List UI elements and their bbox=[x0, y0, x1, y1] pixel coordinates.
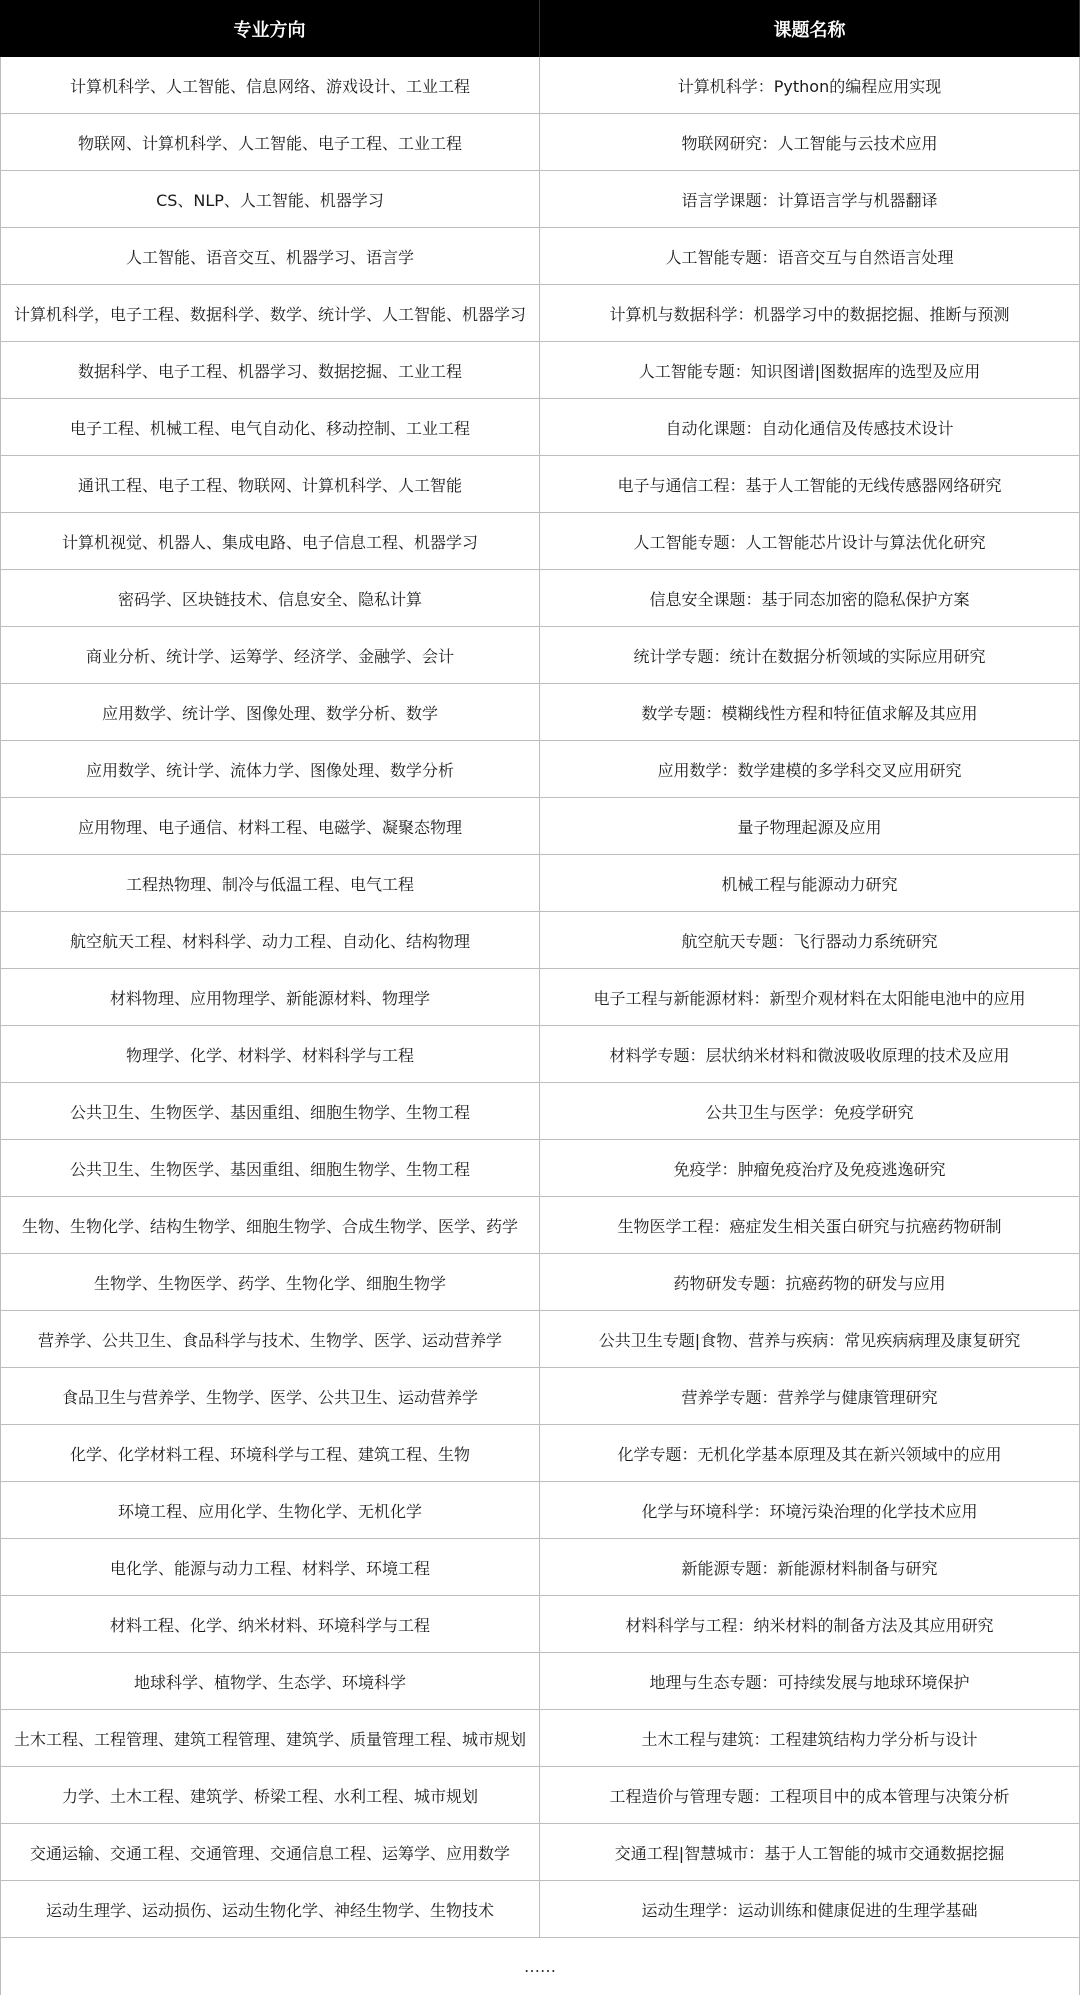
major-direction-cell: 公共卫生、生物医学、基因重组、细胞生物学、生物工程 bbox=[0, 1083, 540, 1139]
topic-name-cell: 电子与通信工程：基于人工智能的无线传感器网络研究 bbox=[540, 456, 1080, 512]
table-row bbox=[0, 1368, 1080, 1425]
topic-name-cell: 机械工程与能源动力研究 bbox=[540, 855, 1080, 911]
topic-name-cell: 免疫学：肿瘤免疫治疗及免疫逃逸研究 bbox=[540, 1140, 1080, 1196]
topic-name-cell: 自动化课题：自动化通信及传感技术设计 bbox=[540, 399, 1080, 455]
table-row bbox=[0, 1083, 1080, 1140]
topic-name-cell: 工程造价与管理专题：工程项目中的成本管理与决策分析 bbox=[540, 1767, 1080, 1823]
major-direction-cell: 通讯工程、电子工程、物联网、计算机科学、人工智能 bbox=[0, 456, 540, 512]
table-row bbox=[0, 1311, 1080, 1368]
table-row bbox=[0, 627, 1080, 684]
table-row bbox=[0, 855, 1080, 912]
table-row bbox=[0, 1539, 1080, 1596]
topic-name-cell: 材料学专题：层状纳米材料和微波吸收原理的技术及应用 bbox=[540, 1026, 1080, 1082]
header-topic-name: 课题名称 bbox=[540, 0, 1080, 57]
table-row bbox=[0, 399, 1080, 456]
major-direction-cell: 计算机科学，电子工程、数据科学、数学、统计学、人工智能、机器学习 bbox=[0, 285, 540, 341]
topic-name-cell: 运动生理学：运动训练和健康促进的生理学基础 bbox=[540, 1881, 1080, 1937]
table-row bbox=[0, 1254, 1080, 1311]
major-direction-cell: 化学、化学材料工程、环境科学与工程、建筑工程、生物 bbox=[0, 1425, 540, 1481]
table-row bbox=[0, 1140, 1080, 1197]
topic-name-cell: 人工智能专题：语音交互与自然语言处理 bbox=[540, 228, 1080, 284]
table-body bbox=[0, 57, 1080, 1938]
major-direction-cell: 人工智能、语音交互、机器学习、语言学 bbox=[0, 228, 540, 284]
major-direction-cell: 材料工程、化学、纳米材料、环境科学与工程 bbox=[0, 1596, 540, 1652]
topic-name-cell: 地理与生态专题：可持续发展与地球环境保护 bbox=[540, 1653, 1080, 1709]
topic-name-cell: 电子工程与新能源材料：新型介观材料在太阳能电池中的应用 bbox=[540, 969, 1080, 1025]
topic-name-cell: 公共卫生与医学：免疫学研究 bbox=[540, 1083, 1080, 1139]
major-direction-cell: 生物学、生物医学、药学、生物化学、细胞生物学 bbox=[0, 1254, 540, 1310]
major-direction-cell: 环境工程、应用化学、生物化学、无机化学 bbox=[0, 1482, 540, 1538]
major-direction-cell: 应用物理、电子通信、材料工程、电磁学、凝聚态物理 bbox=[0, 798, 540, 854]
topic-name-cell: 新能源专题：新能源材料制备与研究 bbox=[540, 1539, 1080, 1595]
table-row bbox=[0, 570, 1080, 627]
topic-name-cell: 物联网研究：人工智能与云技术应用 bbox=[540, 114, 1080, 170]
table-row bbox=[0, 1425, 1080, 1482]
major-direction-cell: 应用数学、统计学、流体力学、图像处理、数学分析 bbox=[0, 741, 540, 797]
major-direction-cell: 生物、生物化学、结构生物学、细胞生物学、合成生物学、医学、药学 bbox=[0, 1197, 540, 1253]
table-row bbox=[0, 171, 1080, 228]
table-row bbox=[0, 1197, 1080, 1254]
table-row bbox=[0, 1482, 1080, 1539]
topic-name-cell: 土木工程与建筑：工程建筑结构力学分析与设计 bbox=[540, 1710, 1080, 1766]
major-direction-cell: 材料物理、应用物理学、新能源材料、物理学 bbox=[0, 969, 540, 1025]
topic-name-cell: 数学专题：模糊线性方程和特征值求解及其应用 bbox=[540, 684, 1080, 740]
major-direction-cell: 应用数学、统计学、图像处理、数学分析、数学 bbox=[0, 684, 540, 740]
major-direction-cell: 计算机视觉、机器人、集成电路、电子信息工程、机器学习 bbox=[0, 513, 540, 569]
table-row bbox=[0, 513, 1080, 570]
major-direction-cell: 公共卫生、生物医学、基因重组、细胞生物学、生物工程 bbox=[0, 1140, 540, 1196]
table-row bbox=[0, 456, 1080, 513]
topic-name-cell: 计算机与数据科学：机器学习中的数据挖掘、推断与预测 bbox=[540, 285, 1080, 341]
topic-name-cell: 人工智能专题：知识图谱|图数据库的选型及应用 bbox=[540, 342, 1080, 398]
major-direction-cell: 物联网、计算机科学、人工智能、电子工程、工业工程 bbox=[0, 114, 540, 170]
topic-name-cell: 营养学专题：营养学与健康管理研究 bbox=[540, 1368, 1080, 1424]
topic-name-cell: 信息安全课题：基于同态加密的隐私保护方案 bbox=[540, 570, 1080, 626]
table-row bbox=[0, 114, 1080, 171]
table-row bbox=[0, 912, 1080, 969]
table-row bbox=[0, 57, 1080, 114]
major-direction-cell: 计算机科学、人工智能、信息网络、游戏设计、工业工程 bbox=[0, 57, 540, 113]
topic-name-cell: 化学与环境科学：环境污染治理的化学技术应用 bbox=[540, 1482, 1080, 1538]
major-direction-cell: 营养学、公共卫生、食品科学与技术、生物学、医学、运动营养学 bbox=[0, 1311, 540, 1367]
topic-name-cell: 生物医学工程：癌症发生相关蛋白研究与抗癌药物研制 bbox=[540, 1197, 1080, 1253]
topic-name-cell: 应用数学：数学建模的多学科交叉应用研究 bbox=[540, 741, 1080, 797]
header-major-direction: 专业方向 bbox=[0, 0, 540, 57]
major-direction-cell: 力学、土木工程、建筑学、桥梁工程、水利工程、城市规划 bbox=[0, 1767, 540, 1823]
major-direction-cell: 运动生理学、运动损伤、运动生物化学、神经生物学、生物技术 bbox=[0, 1881, 540, 1937]
topic-name-cell: 人工智能专题：人工智能芯片设计与算法优化研究 bbox=[540, 513, 1080, 569]
table-row bbox=[0, 1767, 1080, 1824]
topic-name-cell: 药物研发专题：抗癌药物的研发与应用 bbox=[540, 1254, 1080, 1310]
major-direction-cell: 工程热物理、制冷与低温工程、电气工程 bbox=[0, 855, 540, 911]
table-row bbox=[0, 1653, 1080, 1710]
table-header bbox=[0, 0, 1080, 57]
table-row bbox=[0, 741, 1080, 798]
major-direction-cell: 土木工程、工程管理、建筑工程管理、建筑学、质量管理工程、城市规划 bbox=[0, 1710, 540, 1766]
topic-name-cell: 化学专题：无机化学基本原理及其在新兴领域中的应用 bbox=[540, 1425, 1080, 1481]
topic-name-cell: 交通工程|智慧城市：基于人工智能的城市交通数据挖掘 bbox=[540, 1824, 1080, 1880]
table-row bbox=[0, 1824, 1080, 1881]
major-direction-cell: 交通运输、交通工程、交通管理、交通信息工程、运筹学、应用数学 bbox=[0, 1824, 540, 1880]
major-direction-cell: 商业分析、统计学、运筹学、经济学、金融学、会计 bbox=[0, 627, 540, 683]
topic-name-cell: 计算机科学：Python的编程应用实现 bbox=[540, 57, 1080, 113]
major-direction-cell: CS、NLP、人工智能、机器学习 bbox=[0, 171, 540, 227]
table-row bbox=[0, 1596, 1080, 1653]
topic-name-cell: 语言学课题：计算语言学与机器翻译 bbox=[540, 171, 1080, 227]
table-row bbox=[0, 684, 1080, 741]
major-direction-cell: 密码学、区块链技术、信息安全、隐私计算 bbox=[0, 570, 540, 626]
table-row bbox=[0, 285, 1080, 342]
major-direction-cell: 航空航天工程、材料科学、动力工程、自动化、结构物理 bbox=[0, 912, 540, 968]
major-direction-cell: 数据科学、电子工程、机器学习、数据挖掘、工业工程 bbox=[0, 342, 540, 398]
major-direction-cell: 电化学、能源与动力工程、材料学、环境工程 bbox=[0, 1539, 540, 1595]
topic-name-cell: 量子物理起源及应用 bbox=[540, 798, 1080, 854]
table-row bbox=[0, 969, 1080, 1026]
topic-name-cell: 统计学专题：统计在数据分析领域的实际应用研究 bbox=[540, 627, 1080, 683]
major-direction-cell: 物理学、化学、材料学、材料科学与工程 bbox=[0, 1026, 540, 1082]
topic-name-cell: 材料科学与工程：纳米材料的制备方法及其应用研究 bbox=[540, 1596, 1080, 1652]
table-ellipsis: …… bbox=[0, 1938, 1080, 1995]
major-direction-cell: 电子工程、机械工程、电气自动化、移动控制、工业工程 bbox=[0, 399, 540, 455]
topic-name-cell: 公共卫生专题|食物、营养与疾病：常见疾病病理及康复研究 bbox=[540, 1311, 1080, 1367]
table-row bbox=[0, 1026, 1080, 1083]
table-row bbox=[0, 342, 1080, 399]
table-row bbox=[0, 1881, 1080, 1938]
major-direction-cell: 地球科学、植物学、生态学、环境科学 bbox=[0, 1653, 540, 1709]
major-direction-cell: 食品卫生与营养学、生物学、医学、公共卫生、运动营养学 bbox=[0, 1368, 540, 1424]
topic-name-cell: 航空航天专题：飞行器动力系统研究 bbox=[540, 912, 1080, 968]
table-row bbox=[0, 1710, 1080, 1767]
table-row bbox=[0, 228, 1080, 285]
table-row bbox=[0, 798, 1080, 855]
